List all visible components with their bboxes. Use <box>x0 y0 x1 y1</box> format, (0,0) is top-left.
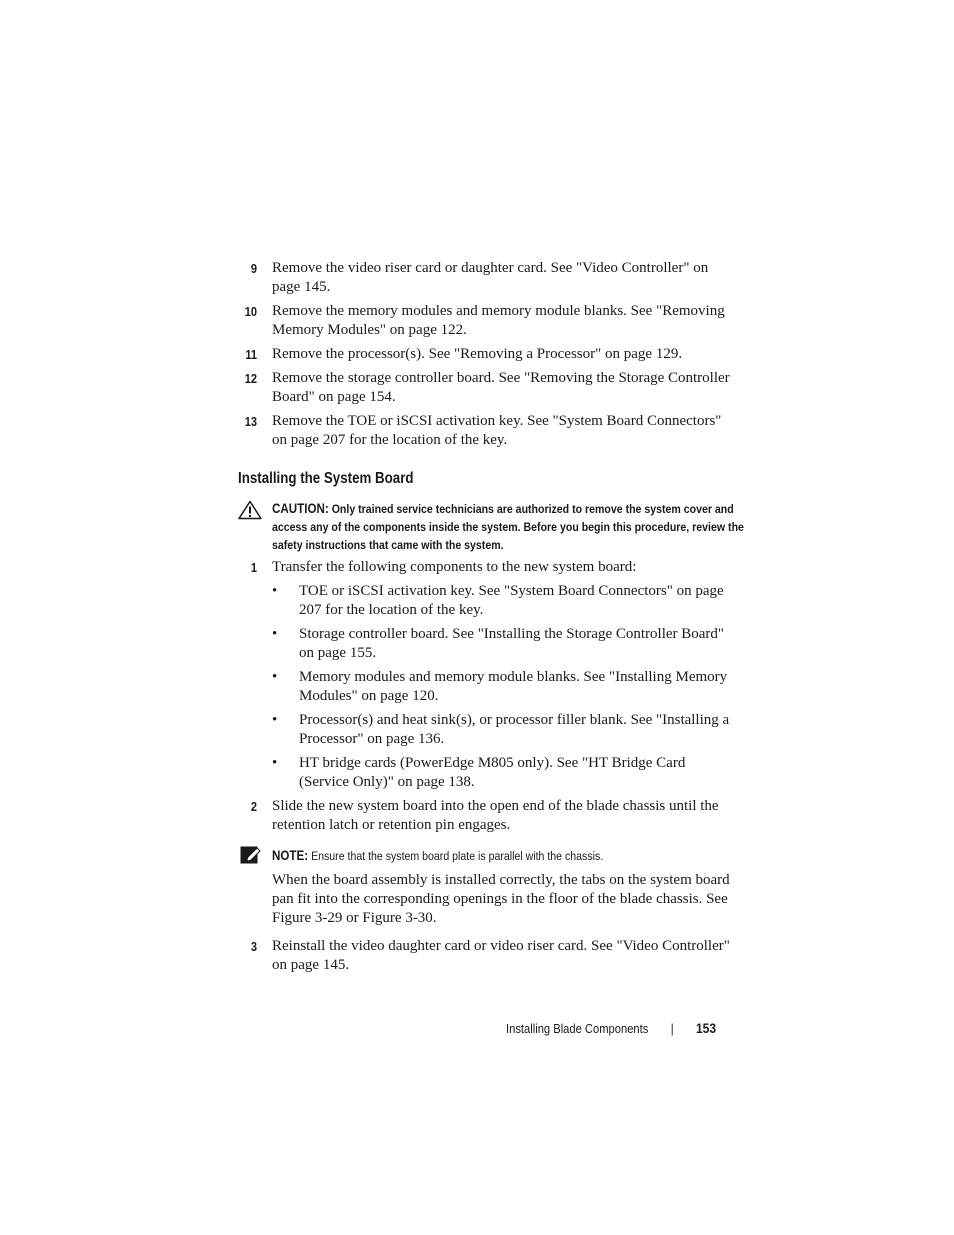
note-body: Ensure that the system board plate is parallel with the chassis. <box>311 849 604 863</box>
footer-section-title: Installing Blade Components <box>506 1021 649 1036</box>
page-footer <box>506 1019 716 1038</box>
install-step <box>238 558 738 792</box>
removal-step-list <box>238 259 738 455</box>
bullet-icon: • <box>272 755 278 771</box>
bullet-icon: • <box>272 583 278 599</box>
list-item <box>272 711 738 749</box>
bullet-text: HT bridge cards (PowerEdge M805 only). See "HT Bridge Card (Service Only)" on page 138. <box>299 755 686 790</box>
step-text: Remove the video riser card or daughter card. See "Video Controller" on page 145. <box>272 260 709 295</box>
step-number: 11 <box>245 347 257 362</box>
bullet-text: TOE or iSCSI activation key. See "System Board Connectors" on page 207 for the location of the key. <box>299 583 724 618</box>
step-number: 12 <box>244 371 257 386</box>
step-number: 9 <box>250 261 257 276</box>
step-number: 3 <box>250 939 257 954</box>
footer-separator: | <box>670 1021 674 1036</box>
step-number: 10 <box>244 304 257 319</box>
list-item <box>272 625 738 663</box>
step-text: Slide the new system board into the open end of the blade chassis until the retention latch or retention pin engages. <box>272 798 719 833</box>
bullet-text: Storage controller board. See "Installing the Storage Controller Board" on page 155. <box>299 626 725 661</box>
bullet-text: Memory modules and memory module blanks. See "Installing Memory Modules" on page 120. <box>299 669 728 704</box>
bullet-icon: • <box>272 669 278 685</box>
removal-step <box>238 302 738 340</box>
list-item <box>272 582 738 620</box>
caution-body: Only trained service technicians are authorized to remove the system cover and access any of the components inside the system. Before you begin this procedure, review the safety instructions that came with the system. <box>272 502 744 552</box>
bullet-icon: • <box>272 712 278 728</box>
component-bullet-list <box>272 582 738 792</box>
note-label: NOTE: <box>272 848 309 863</box>
install-step-list <box>238 558 738 840</box>
caution-text <box>272 500 762 554</box>
note-paragraph: When the board assembly is installed correctly, the tabs on the system board pan fit into the corresponding openings in the floor of the blade chassis. See Figure 3-29 or Figure 3-30. <box>272 872 730 926</box>
removal-step <box>238 369 738 407</box>
step-text: Transfer the following components to the new system board: <box>272 559 637 575</box>
step-text: Reinstall the video daughter card or video riser card. See "Video Controller" on page 145. <box>272 938 730 973</box>
bullet-icon: • <box>272 626 278 642</box>
step-text: Remove the storage controller board. See "Removing the Storage Controller Board" on page 154. <box>272 370 730 405</box>
step-number: 2 <box>250 799 257 814</box>
list-item <box>272 668 738 706</box>
removal-step <box>238 345 738 364</box>
step-number: 1 <box>250 560 257 575</box>
install-step-list-continued <box>238 937 738 980</box>
step-text: Remove the TOE or iSCSI activation key. See "System Board Connectors" on page 207 for the location of the key. <box>272 413 722 448</box>
page-number: 153 <box>695 1020 717 1036</box>
note-text <box>272 847 754 865</box>
step-text: Remove the processor(s). See "Removing a Processor" on page 129. <box>272 346 683 362</box>
removal-step <box>238 259 738 297</box>
warning-triangle-icon <box>238 500 262 525</box>
section-heading: Installing the System Board <box>238 470 414 487</box>
step-number: 13 <box>244 414 257 429</box>
removal-step <box>238 412 738 450</box>
install-step <box>238 797 738 835</box>
pencil-note-icon <box>240 846 262 873</box>
caution-label: CAUTION: <box>272 501 329 516</box>
step-text: Remove the memory modules and memory module blanks. See "Removing Memory Modules" on page 122. <box>272 303 725 338</box>
bullet-text: Processor(s) and heat sink(s), or processor filler blank. See "Installing a Processor" on page 136. <box>299 712 730 747</box>
install-step <box>238 937 738 975</box>
list-item <box>272 754 738 792</box>
